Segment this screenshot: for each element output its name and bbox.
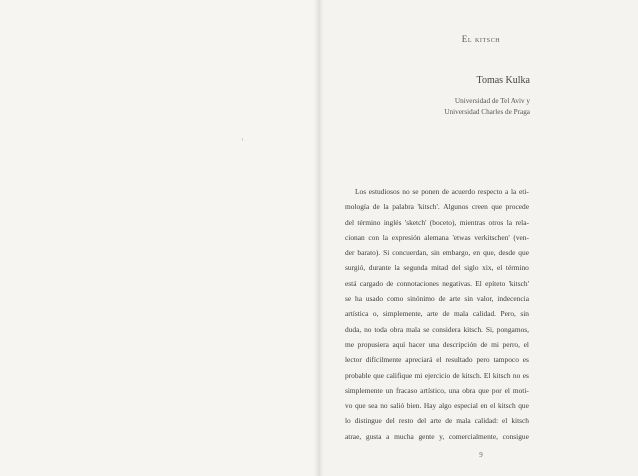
word: a (505, 187, 509, 196)
word: bien. (406, 401, 422, 411)
word: vo (345, 401, 353, 411)
word: que (491, 202, 503, 212)
word: es (522, 370, 529, 380)
word: Los (355, 187, 367, 196)
word: término (505, 263, 529, 273)
word: procede (505, 202, 529, 212)
word: que (518, 401, 529, 411)
word: eti- (519, 187, 529, 196)
word: apreciará (405, 355, 433, 365)
word: que (518, 248, 529, 258)
word: siglo (464, 263, 479, 273)
word: otros (488, 217, 504, 227)
word: de (372, 202, 380, 212)
word: mala (453, 309, 469, 319)
word: el (490, 401, 496, 411)
word: kitsch. (461, 370, 482, 380)
word: atrae, (345, 431, 362, 441)
text-line (345, 429, 529, 444)
word: kitsch (498, 401, 516, 411)
text-line (345, 383, 529, 398)
word: sinónimo (407, 294, 435, 304)
word: sin (520, 309, 529, 319)
word: Si, (485, 324, 494, 334)
running-title (324, 34, 638, 44)
word: especial (454, 401, 478, 411)
word: el (502, 416, 508, 426)
text-line (345, 215, 529, 230)
word: que (373, 370, 384, 380)
author-name: Tomas Kulka (476, 75, 530, 86)
book-gutter (314, 0, 324, 476)
word: de (441, 187, 449, 196)
word: me (345, 339, 355, 349)
text-line (345, 260, 529, 275)
word: mala (405, 324, 421, 334)
word: de (386, 278, 394, 288)
word: la (383, 202, 389, 212)
word: mucha (394, 431, 414, 441)
word: 'kitsch' (508, 278, 529, 288)
word: considera (432, 324, 461, 334)
word: el (523, 339, 529, 349)
word: acuerdo (451, 187, 476, 196)
word: mi (491, 339, 499, 349)
body-paragraph (345, 184, 529, 444)
word: Hay (423, 401, 437, 411)
word: toda (374, 324, 388, 334)
word: mitad (431, 263, 449, 273)
word: creen (471, 202, 488, 212)
word: califique (386, 370, 413, 380)
text-line (345, 291, 529, 306)
word: kitsch (511, 416, 529, 426)
text-line (345, 413, 529, 428)
word: de (445, 416, 453, 426)
word: el (496, 263, 503, 273)
word: Si (383, 248, 390, 258)
word: en (473, 248, 481, 258)
word: respecto (477, 187, 503, 196)
word: arte (449, 294, 461, 304)
word: consigue (502, 431, 529, 441)
word: descripción (442, 339, 477, 349)
word: cargado (359, 278, 384, 288)
word: un (385, 385, 394, 395)
word: o, (372, 309, 379, 319)
text-line (345, 337, 529, 352)
text-line (345, 184, 529, 199)
word: calidad. (472, 309, 497, 319)
word: no (402, 187, 410, 196)
word: arte (426, 309, 439, 319)
word: que (478, 385, 489, 395)
word: usado (365, 294, 384, 304)
word: valor, (476, 294, 494, 304)
word: 'kitsch'. (417, 202, 440, 212)
word: resto (398, 416, 414, 426)
word: una (428, 339, 440, 349)
word: una (448, 385, 460, 395)
word: El (475, 278, 482, 288)
word: a (386, 431, 390, 441)
word: del (417, 416, 427, 426)
word: calidad: (474, 416, 499, 426)
word: resultado (445, 355, 473, 365)
word: kitsch (492, 370, 511, 380)
word: con (368, 232, 380, 242)
word: en (480, 401, 488, 411)
word: difícilmente (365, 355, 402, 365)
word: simplemente, (382, 309, 423, 319)
word: 'sketch' (404, 217, 427, 227)
word: ponen (421, 187, 440, 196)
word: del (385, 416, 395, 426)
word: obra (389, 324, 404, 334)
word: 'etwas (452, 232, 471, 242)
word: (ven- (513, 232, 529, 242)
word: epíteto (485, 278, 506, 288)
word: negativas. (442, 278, 472, 288)
text-line (345, 230, 529, 245)
page-number: 9 (479, 451, 483, 459)
affiliation-line: Universidad Charles de Praga (444, 107, 530, 116)
word: mientras (459, 217, 486, 227)
word: ejercicio (424, 370, 451, 380)
text-line (345, 368, 529, 383)
text-line (345, 352, 529, 367)
word: lector (345, 355, 362, 365)
word: de (452, 370, 460, 380)
word: del (345, 217, 355, 227)
word: (boceto), (429, 217, 457, 227)
word: perro, (502, 339, 520, 349)
running-title-text: El kitsch (461, 34, 501, 44)
word: sin (464, 294, 473, 304)
word: gente (418, 431, 435, 441)
word: connotaciones (396, 278, 439, 288)
word: Pero, (500, 309, 516, 319)
word: se (345, 294, 352, 304)
word: inglés (383, 217, 402, 227)
word: la (382, 232, 389, 242)
word: palabra (392, 202, 414, 212)
word: rela- (515, 217, 529, 227)
word: que, (483, 248, 496, 258)
word: ha (355, 294, 362, 304)
word: distingue (354, 416, 382, 426)
word: algo (438, 401, 452, 411)
word: probable (345, 370, 371, 380)
word: der (345, 248, 355, 258)
text-line (345, 276, 529, 291)
word: y, (439, 431, 445, 441)
word: el (436, 355, 442, 365)
word: surgió, (345, 263, 366, 273)
word: no (512, 370, 521, 380)
word: estudiosos (368, 187, 400, 196)
word: pongamos, (496, 324, 529, 334)
text-line (345, 322, 529, 337)
word: comercialmente, (448, 431, 498, 441)
text-line (345, 199, 529, 214)
word: cionan (345, 232, 365, 242)
word: mi (414, 370, 423, 380)
word: expresión (391, 232, 421, 242)
text-line (345, 245, 529, 260)
word: la (506, 217, 513, 227)
word: El (483, 370, 491, 380)
word: sin (431, 248, 440, 258)
word: gusta (365, 431, 382, 441)
word: mología (345, 202, 370, 212)
word: hacer (408, 339, 425, 349)
word: el (504, 385, 510, 395)
word: barato). (357, 248, 381, 258)
word: es (522, 355, 529, 365)
word: está (345, 278, 357, 288)
word: kitsch. (463, 324, 483, 334)
word: fracaso (395, 385, 418, 395)
word: no (380, 401, 388, 411)
word: propusiera (357, 339, 389, 349)
word: desde (498, 248, 516, 258)
word: de (442, 309, 450, 319)
word: obra (462, 385, 476, 395)
word: indecencia (497, 294, 529, 304)
word: simplemente (345, 385, 383, 395)
word: de (438, 294, 446, 304)
word: la (510, 187, 517, 196)
word: por (491, 385, 502, 395)
word: aquí (392, 339, 406, 349)
word: lo (345, 416, 351, 426)
word: arte (430, 416, 442, 426)
word: durante (368, 263, 391, 273)
word: la (394, 263, 400, 273)
author-affiliation (444, 96, 530, 117)
page-mark (242, 138, 243, 141)
word: salió (390, 401, 405, 411)
word: no (364, 324, 372, 334)
word: moti- (512, 385, 529, 395)
word: embargo, (442, 248, 471, 258)
word: alemana (424, 232, 449, 242)
word: duda, (345, 324, 362, 334)
word: segunda (403, 263, 428, 273)
word: se (412, 187, 419, 196)
word: artística (345, 309, 369, 319)
word: verkitschen' (474, 232, 510, 242)
word: término (357, 217, 381, 227)
word: como (386, 294, 404, 304)
word: del (451, 263, 461, 273)
word: artístico, (420, 385, 446, 395)
text-line (345, 398, 529, 413)
word: de (480, 339, 488, 349)
word: xix, (482, 263, 494, 273)
text-line (345, 306, 529, 321)
word: pero (476, 355, 490, 365)
word: tampoco (493, 355, 519, 365)
word: se (423, 324, 430, 334)
word: Algunos (443, 202, 469, 212)
word: que (354, 401, 366, 411)
left-page (0, 0, 318, 476)
word: mala (456, 416, 471, 426)
word: concuerdan, (392, 248, 429, 258)
word: sea (368, 401, 378, 411)
affiliation-line: Universidad de Tel Aviv y (454, 97, 530, 105)
